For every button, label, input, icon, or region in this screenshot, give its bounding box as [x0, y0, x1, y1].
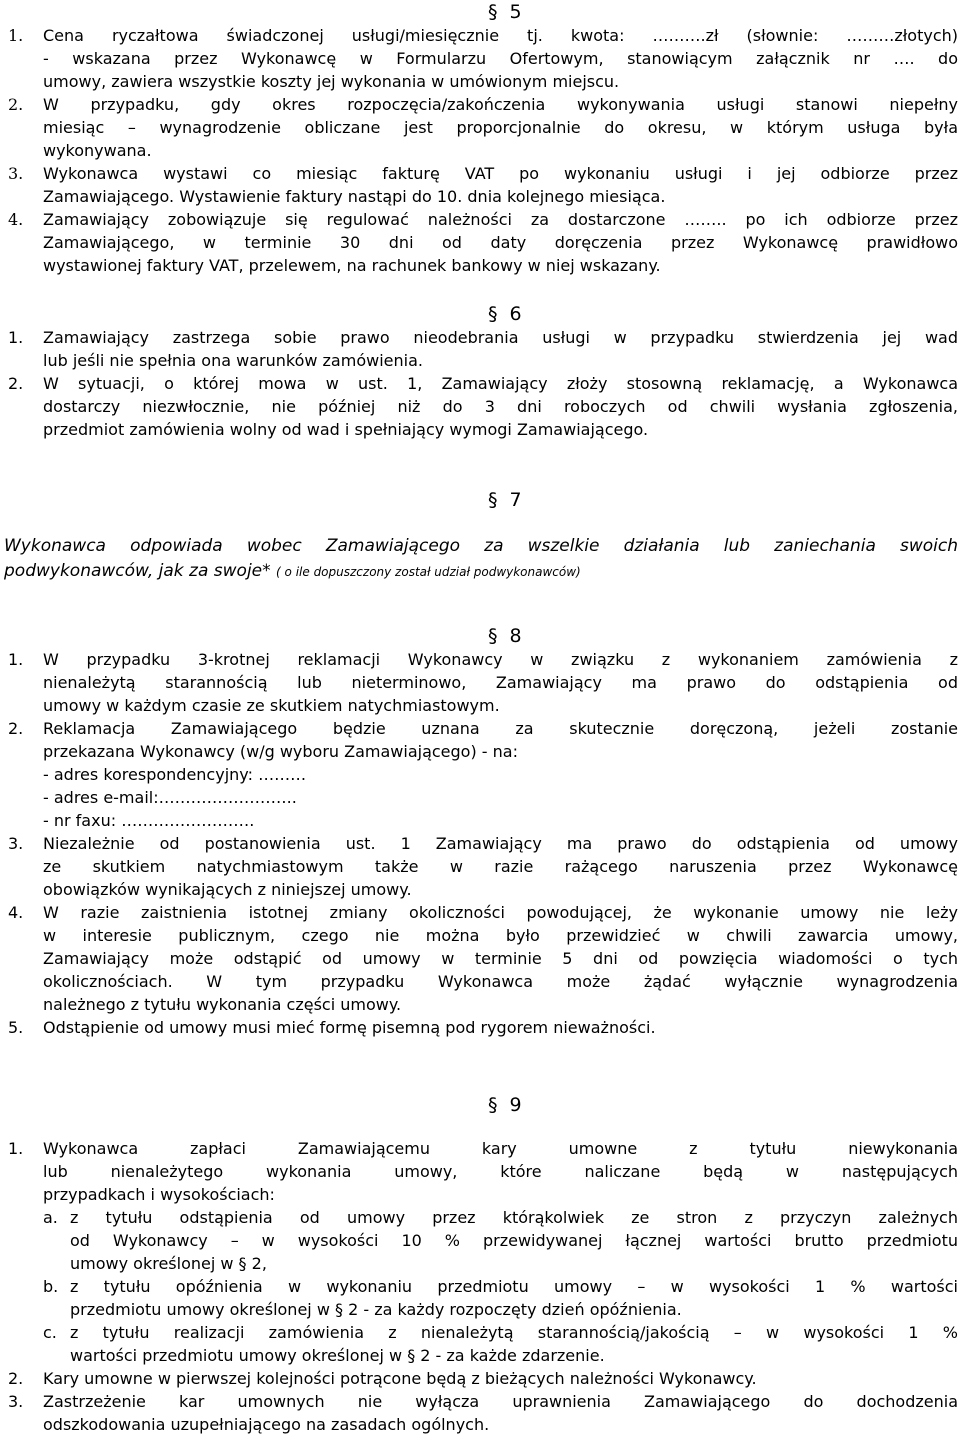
list-item: [0, 1367, 960, 1390]
section-7-note: ( o ile dopuszczony został udział podwykonawców): [276, 565, 581, 579]
section-8-heading: [488, 624, 528, 648]
section-5: [0, 0, 960, 277]
paragraph-sign-icon: §: [488, 489, 502, 511]
item-text-line: umowy określonej w § 2,: [70, 1254, 267, 1273]
section-6: [0, 302, 960, 441]
item-text-line: obowiązków wynikających z niniejszej umowy.: [43, 880, 412, 899]
item-text-line: wartości przedmiotu umowy określonej w § 2 - za każde zdarzenie.: [70, 1346, 605, 1365]
item-text-line: W sytuacji, o której mowa w ust. 1, Zamawiający złoży stosowną reklamację, a Wykonawca: [43, 374, 958, 393]
item-text-line: należnego z tytułu wykonania części umowy.: [43, 995, 402, 1014]
paragraph-sign-icon: §: [335, 1300, 343, 1319]
section-8-list: [0, 648, 960, 1039]
item-text-line: lub jeśli nie spełnia ona warunków zamówienia.: [43, 351, 423, 370]
item-text-line: Zamawiający zobowiązuje się regulować należności za dostarczone …….. po ich odbiorze przez: [43, 210, 958, 229]
paragraph-sign-icon: §: [488, 303, 502, 325]
item-text-line: okolicznościach. W tym przypadku Wykonawca może żądać wyłącznie wynagrodzenia: [43, 972, 958, 991]
item-text-line: przedmiot zamówienia wolny od wad i spełniający wymogi Zamawiającego.: [43, 420, 649, 439]
item-text-line: W razie zaistnienia istotnej zmiany okoliczności powodującej, że wykonanie umowy nie leży: [43, 903, 958, 922]
item-number: 2.: [8, 374, 24, 393]
item-text-line: umowy w każdym czasie ze skutkiem natychmiastowym.: [43, 696, 500, 715]
sublist-wrapper: [0, 1206, 960, 1367]
item-text-line: od Wykonawcy – w wysokości 10 % przewidywanej łącznej wartości brutto przedmiotu: [70, 1231, 958, 1250]
list-item: [0, 1390, 960, 1436]
section-8-number: 8: [509, 625, 526, 647]
item-number: 2.: [8, 719, 24, 738]
item-number: 2.: [8, 95, 24, 114]
section-9-number: 9: [509, 1094, 526, 1116]
item-text-line: Zastrzeżenie kar umownych nie wyłącza uprawnienia Zamawiającego do dochodzenia: [43, 1392, 958, 1411]
item-text-line: Reklamacja Zamawiającego będzie uznana za skutecznie doręczoną, jeżeli zostanie: [43, 719, 958, 738]
item-text-line: Zamawiającego, w terminie 30 dni od daty doręczenia przez Wykonawcę prawidłowo: [43, 233, 958, 252]
paragraph-sign-icon: §: [488, 1094, 502, 1116]
list-item: [0, 1275, 960, 1321]
item-number: 1.: [8, 1139, 24, 1158]
item-text-line: - adres korespondencyjny: ………: [43, 765, 307, 784]
section-9: [0, 1093, 960, 1436]
item-number: 3.: [8, 834, 24, 853]
paragraph-sign-icon: §: [407, 1346, 416, 1365]
section-9-sublist: [0, 1206, 960, 1367]
item-text-line: Wykonawca zapłaci Zamawiającemu kary umowne z tytułu niewykonania: [43, 1139, 958, 1158]
item-text-line: nienależytą starannością lub nieterminowo, Zamawiający ma prawo do odstąpienia od: [43, 673, 958, 692]
item-text-line: Zamawiający zastrzega sobie prawo nieodebrania usługi w przypadku stwierdzenia jej wad: [43, 328, 958, 347]
item-text-line: z tytułu odstąpienia od umowy przez którąkolwiek ze stron z przyczyn zależnych: [70, 1208, 958, 1227]
item-number: b.: [43, 1277, 59, 1296]
item-number: 1.: [8, 328, 24, 347]
item-text-line: - wskazana przez Wykonawcę w Formularzu Ofertowym, stanowiącym załącznik nr …. do: [43, 49, 958, 68]
item-number: 3.: [8, 164, 24, 183]
section-7-text: [0, 534, 960, 585]
item-number: c.: [43, 1323, 57, 1342]
item-text-line: ze skutkiem natychmiastowym także w razie rażącego naruszenia przez Wykonawcę: [43, 857, 958, 876]
section-9-list: [0, 1137, 960, 1436]
section-5-number: 5: [509, 1, 526, 23]
section-9-heading: [488, 1093, 528, 1117]
item-text-line: Cena ryczałtowa świadczonej usługi/miesięcznie tj. kwota: ……….zł (słownie: ………złotych): [43, 26, 958, 45]
list-item: [0, 208, 960, 277]
list-item: [0, 1137, 960, 1206]
item-number: 1.: [8, 26, 24, 45]
item-text-line: umowy, zawiera wszystkie koszty jej wykonania w umówionym miejscu.: [43, 72, 620, 91]
list-item: [0, 162, 960, 208]
item-text-line: przekazana Wykonawcy (w/g wyboru Zamawiającego) - na:: [43, 742, 518, 761]
item-number: 2.: [8, 1369, 24, 1388]
section-6-heading: [488, 302, 528, 326]
section-5-heading: [488, 0, 528, 24]
item-text-line: W przypadku, gdy okres rozpoczęcia/zakończenia wykonywania usługi stanowi niepełny: [43, 95, 958, 114]
item-text-line: z tytułu realizacji zamówienia z nienależytą starannością/jakością – w wysokości 1 %: [70, 1323, 958, 1342]
item-text-line: Zamawiającego. Wystawienie faktury nastąpi do 10. dnia kolejnego miesiąca.: [43, 187, 666, 206]
section-7-line: Wykonawca odpowiada wobec Zamawiającego za wszelkie działania lub zaniechania swoich: [4, 536, 958, 556]
list-item: [0, 1206, 960, 1275]
item-number: 3.: [8, 1392, 24, 1411]
paragraph-sign-icon: §: [488, 625, 502, 647]
item-number: 1.: [8, 650, 24, 669]
section-7: [0, 488, 960, 585]
list-item: [0, 93, 960, 162]
item-text-line: Niezależnie od postanowienia ust. 1 Zamawiający ma prawo do odstąpienia od umowy: [43, 834, 958, 853]
section-5-list: [0, 24, 960, 277]
item-text-line: - adres e-mail:……………………..: [43, 788, 297, 807]
item-text-line: lub nienależytego wykonania umowy, które naliczane będą w następujących: [43, 1162, 958, 1181]
list-item: [0, 717, 960, 832]
item-text-line: wykonywana.: [43, 141, 152, 160]
list-item: [0, 24, 960, 93]
list-item: [0, 1321, 960, 1367]
item-text-line: - nr faxu: …………………….: [43, 811, 255, 830]
list-item: [0, 1016, 960, 1039]
item-text-line: z tytułu opóźnienia w wykonaniu przedmiotu umowy – w wysokości 1 % wartości: [70, 1277, 958, 1296]
list-item: [0, 372, 960, 441]
item-text-line: wystawionej faktury VAT, przelewem, na rachunek bankowy w niej wskazany.: [43, 256, 661, 275]
section-7-number: 7: [509, 489, 526, 511]
list-item: [0, 832, 960, 901]
item-text-line: odszkodowania uzupełniającego na zasadach ogólnych.: [43, 1415, 490, 1434]
item-text-line: dostarczy niezwłocznie, nie później niż do 3 dni roboczych od chwili wysłania zgłoszenia,: [43, 397, 958, 416]
item-number: 4.: [8, 903, 24, 922]
item-text-line: Zamawiający może odstąpić od umowy w terminie 5 dni od powzięcia wiadomości o tych: [43, 949, 958, 968]
paragraph-sign-icon: §: [238, 1254, 247, 1273]
section-7-heading: [488, 488, 528, 512]
item-text-line: przedmiotu umowy określonej w § 2 - za każdy rozpoczęty dzień opóźnienia.: [70, 1300, 682, 1319]
item-text-line: w interesie publicznym, czego nie można było przewidzieć w chwili zawarcia umowy,: [43, 926, 958, 945]
section-8: [0, 624, 960, 1039]
section-6-number: 6: [509, 303, 526, 325]
list-item: [0, 901, 960, 1016]
paragraph-sign-icon: §: [488, 1, 502, 23]
item-number: 4.: [8, 210, 24, 229]
item-text-line: miesiąc – wynagrodzenie obliczane jest proporcjonalnie do okresu, w którym usługa była: [43, 118, 958, 137]
item-text-line: Odstąpienie od umowy musi mieć formę pisemną pod rygorem nieważności.: [43, 1018, 656, 1037]
list-item: [0, 648, 960, 717]
item-text-line: przypadkach i wysokościach:: [43, 1185, 275, 1204]
item-number: 5.: [8, 1018, 24, 1037]
item-text-line: Wykonawca wystawi co miesiąc fakturę VAT po wykonaniu usługi i jej odbiorze przez: [43, 164, 958, 183]
section-7-line: podwykonawców, jak za swoje*: [4, 561, 271, 581]
item-number: a.: [43, 1208, 58, 1227]
item-text-line: Kary umowne w pierwszej kolejności potrącone będą z bieżących należności Wykonawcy.: [43, 1369, 757, 1388]
list-item: [0, 326, 960, 372]
section-6-list: [0, 326, 960, 441]
item-text-line: W przypadku 3-krotnej reklamacji Wykonawcy w związku z wykonaniem zamówienia z: [43, 650, 958, 669]
